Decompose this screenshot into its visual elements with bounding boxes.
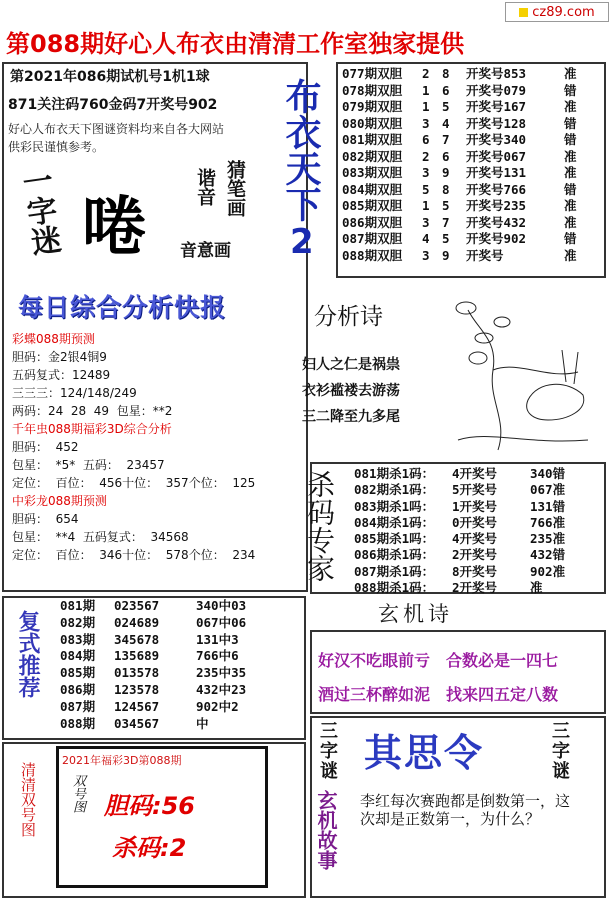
shuangdan-row-cell: 087期双胆 — [342, 231, 403, 246]
shuangdan-row-cell: 3 — [422, 165, 430, 180]
shuangdan-row-cell: 准 — [564, 214, 577, 230]
caidie-line: 五码复式：12489 — [12, 368, 111, 382]
shuangdan-row-cell: 6 — [442, 148, 450, 164]
shuangdan-row-cell: 085期双胆 — [342, 198, 403, 213]
intro-line-3: 好心人布衣天下图谜资料均来自各大网站 — [8, 122, 225, 136]
fushi-row-cell: 124567 — [114, 698, 160, 714]
intro-line-2: 871关注码760金码7开奖号902 — [8, 97, 218, 113]
shama-row-cell: 087期杀1码： — [354, 563, 435, 579]
fushi-row-cell: 083期 — [60, 631, 96, 647]
fushi-row-cell: 766中6 — [196, 648, 239, 664]
rabbit-ears — [562, 350, 578, 384]
fushi-row-cell: 902中2 — [196, 698, 239, 714]
caidie-line: 两码：24 28 49 包星：**2 — [12, 404, 173, 418]
shuangdan-row-cell: 开奖号432 — [466, 214, 527, 230]
shuangdan-row-cell: 082期双胆 — [342, 148, 403, 164]
shuangdan-row-cell: 2 — [422, 66, 430, 81]
shama-row-cell: 766准 — [530, 514, 566, 530]
shama-row-cell: 准 — [530, 580, 543, 596]
shuangdan-row-cell: 5 — [442, 198, 450, 213]
flower-shape — [475, 333, 493, 343]
fushi-row — [60, 648, 282, 665]
stem-line — [468, 310, 501, 450]
shama-row — [354, 499, 590, 515]
shuangdan-row-cell: 错 — [564, 231, 577, 246]
shuangdan-row-cell: 准 — [564, 99, 577, 114]
fushi-row-cell: 023567 — [114, 598, 160, 613]
shama-row-cell: 083期杀1吗： — [354, 498, 435, 514]
page-title: 第088期好心人布衣由清清工作室独家提供 — [6, 30, 465, 58]
fushi-row — [60, 632, 282, 649]
shama-row — [354, 466, 590, 482]
zcl-line: 胆码： 654 — [12, 512, 79, 526]
fushi-row-cell: 432中23 — [196, 681, 247, 697]
shama-row-cell: 131错 — [530, 498, 566, 514]
shama-row-cell: 088期杀1码： — [354, 580, 435, 596]
shama-row-cell: 0开奖号 — [452, 514, 498, 530]
riddle-big-char: 啳 — [82, 190, 146, 265]
shama-row-cell: 082期杀1码： — [354, 482, 435, 498]
shuangdan-row — [342, 116, 588, 133]
sizi-left: 三字谜 — [320, 721, 338, 782]
fushi-row — [60, 682, 282, 699]
caidie-line: 胆码：金2银4铜9 — [12, 350, 107, 364]
shuangdan-row-cell: 开奖号902 — [466, 231, 527, 246]
fushi-row — [60, 598, 282, 615]
yizimi-label: 一字迷 — [14, 163, 63, 258]
rabbit-body — [527, 384, 584, 420]
fushi-row-cell: 013578 — [114, 665, 160, 681]
fushi-label: 复式推荐 — [15, 610, 40, 698]
shuangdan-row-cell: 1 — [422, 198, 430, 213]
sizi-center: 其思令 — [364, 731, 485, 775]
shuangdan-row-cell: 开奖号766 — [466, 181, 527, 197]
shuangdan-row-cell: 079期双胆 — [342, 99, 403, 114]
shuangdan-row-cell: 准 — [564, 247, 577, 263]
shuangdan-row-cell: 086期双胆 — [342, 214, 403, 230]
shuangdan-row-cell: 开奖号131 — [466, 165, 527, 180]
predictions-block — [12, 330, 302, 564]
fushi-row-cell: 123578 — [114, 681, 160, 697]
shuanghao-side: 双号图 — [70, 774, 85, 813]
shama-row-cell: 340错 — [530, 466, 566, 481]
shama-row-cell: 2开奖号 — [452, 580, 498, 596]
fushi-row — [60, 699, 282, 716]
fushi-row — [60, 716, 282, 733]
story-text: 李红每次赛跑都是倒数第一，这次却是正数第一，为什么？ — [360, 792, 571, 828]
shuangdan-row — [342, 248, 588, 265]
intro-line-4: 供彩民谨慎参考。 — [8, 140, 105, 154]
qnc-line: 胆码： 452 — [12, 440, 79, 454]
shuangdan-row-cell: 1 — [422, 82, 430, 98]
shuangdan-row — [342, 198, 588, 215]
shuangdan-row-cell: 5 — [422, 181, 430, 197]
shama-row-cell: 902准 — [530, 563, 566, 579]
shuangdan-row-cell: 7 — [442, 214, 450, 230]
shuangdan-row-cell: 3 — [422, 115, 430, 131]
shama-row — [354, 515, 590, 531]
fushi-row-cell: 024689 — [114, 614, 160, 630]
shuangdan-row-cell: 084期双胆 — [342, 181, 403, 197]
daily-report-header: 每日综合分析快报 — [18, 293, 227, 322]
fushi-row — [60, 665, 282, 682]
shama-row — [354, 547, 590, 563]
fushi-row-cell: 086期 — [60, 681, 96, 697]
fushi-row-cell: 085期 — [60, 665, 96, 681]
fushi-table — [60, 598, 282, 732]
shuangdan-row-cell: 准 — [564, 198, 577, 213]
qnc-line: 定位： 百位： 456十位： 357个位： 125 — [12, 476, 256, 490]
zcl-line: 定位： 百位： 346十位： 578个位： 234 — [12, 548, 256, 562]
qnc-line: 包星： *5* 五码： 23457 — [12, 458, 165, 472]
shuangdan-row-cell: 准 — [564, 66, 577, 81]
shuangdan-row-cell: 3 — [422, 214, 430, 230]
shama-row — [354, 531, 590, 547]
riddle-hint-3: 音意画 — [180, 241, 231, 261]
xuanji-header: 玄机诗 — [378, 602, 453, 626]
shuangdan-row-cell: 8 — [442, 66, 450, 81]
shama-row-cell: 8开奖号 — [452, 563, 498, 579]
shuangdan-row-cell: 4 — [442, 115, 450, 131]
shuangdan-row-cell: 开奖号128 — [466, 115, 527, 131]
shuangdan-row — [342, 83, 588, 100]
shuangdan-table — [342, 66, 588, 264]
shuangdan-row-cell: 6 — [442, 82, 450, 98]
shama-row — [354, 482, 590, 498]
shuangdan-row-cell: 081期双胆 — [342, 132, 403, 147]
poem-line: 三二降至九多尾 — [302, 409, 400, 425]
shuangdan-row-cell: 错 — [564, 115, 577, 131]
shuangdan-row-cell: 8 — [442, 181, 450, 197]
shama-row — [354, 564, 590, 580]
shama-row-cell: 067准 — [530, 482, 566, 498]
sizi-right: 三字谜 — [552, 721, 570, 782]
fushi-row-cell: 088期 — [60, 715, 96, 731]
shama-row-cell: 081期杀1码： — [354, 466, 435, 481]
fushi-row-cell: 081期 — [60, 598, 96, 613]
caidie-line: 三三三：124/148/249 — [12, 386, 137, 400]
zcl-title: 中彩龙088期预测 — [12, 494, 107, 508]
shuangdan-row — [342, 182, 588, 199]
flower-shape — [456, 302, 476, 314]
brand-number: 2 — [290, 222, 314, 262]
shuangdan-row — [342, 215, 588, 232]
shuangdan-row-cell: 开奖号167 — [466, 99, 527, 114]
shuangdan-row-cell: 2 — [422, 148, 430, 164]
shuangdan-row-cell: 6 — [422, 132, 430, 147]
story-label: 玄机故事 — [314, 790, 338, 870]
fushi-row-cell: 034567 — [114, 715, 160, 731]
fushi-row-cell: 135689 — [114, 648, 160, 664]
shuangdan-row-cell: 开奖号235 — [466, 198, 527, 213]
shuanghao-dan: 胆码:56 — [104, 792, 195, 820]
fushi-row-cell: 345678 — [114, 631, 160, 647]
shama-row-cell: 086期杀1码： — [354, 547, 435, 563]
shuangdan-row-cell: 7 — [442, 132, 450, 147]
fushi-row-cell: 131中3 — [196, 631, 239, 647]
shuangdan-row-cell: 准 — [564, 165, 577, 180]
watermark-text: cz89.com — [532, 4, 595, 20]
shuangdan-row-cell: 5 — [442, 99, 450, 114]
shuangdan-row — [342, 165, 588, 182]
xuanji-line-2: 酒过三杯醉如泥 找来四五定八数 — [318, 685, 559, 704]
zcl-line: 包星： **4 五码复式： 34568 — [12, 530, 189, 544]
shuangdan-row-cell: 错 — [564, 82, 577, 98]
shuangdan-row-cell: 1 — [422, 99, 430, 114]
shuangdan-row-cell: 077期双胆 — [342, 66, 403, 81]
fushi-row-cell: 235中35 — [196, 665, 247, 681]
brand-vertical: 布衣天下 — [280, 78, 321, 222]
fushi-row-cell: 067中06 — [196, 614, 247, 630]
shama-row-cell: 4开奖号 — [452, 531, 498, 547]
shama-row-cell: 235准 — [530, 531, 566, 547]
poem-line: 衣衫褴褛去游荡 — [302, 383, 400, 399]
shuangdan-row-cell: 开奖号340 — [466, 132, 527, 147]
shuangdan-row-cell: 4 — [422, 231, 430, 246]
shuangdan-row-cell: 准 — [564, 148, 577, 164]
shama-row-cell: 2开奖号 — [452, 547, 498, 563]
shuanghao-box-title: 2021年福彩3D第088期 — [62, 754, 182, 767]
xuanji-line-1: 好汉不吃眼前亏 合数必是一四七 — [318, 651, 559, 670]
shuangdan-row — [342, 132, 588, 149]
flower-shape — [494, 317, 510, 327]
shuangdan-row-cell: 错 — [564, 181, 577, 197]
shuangdan-row — [342, 231, 588, 248]
shuangdan-row-cell: 078期双胆 — [342, 82, 403, 98]
shuanghao-sha: 杀码:2 — [112, 834, 187, 862]
flower-shape — [469, 352, 487, 364]
fushi-row-cell: 340中03 — [196, 598, 247, 613]
shuangdan-row-cell: 5 — [442, 231, 450, 246]
shuangdan-row-cell: 开奖号067 — [466, 148, 527, 164]
shuangdan-row-cell: 088期双胆 — [342, 247, 403, 263]
shuangdan-row — [342, 99, 588, 116]
shama-row-cell: 5开奖号 — [452, 482, 498, 498]
shuangdan-row-cell: 开奖号 — [466, 247, 504, 263]
ground-line — [458, 436, 588, 441]
watermark-badge — [505, 2, 609, 22]
shuangdan-row-cell: 开奖号079 — [466, 82, 527, 98]
shuangdan-row-cell: 错 — [564, 132, 577, 147]
fushi-row — [60, 615, 282, 632]
shama-label: 杀码专家 — [303, 470, 336, 582]
shuangdan-row-cell: 9 — [442, 165, 450, 180]
poem-lines — [302, 352, 400, 430]
shama-row-cell: 4开奖号 — [452, 466, 498, 481]
shuanghao-label: 清清双号图 — [19, 762, 37, 837]
shama-table — [354, 466, 590, 596]
shuangdan-row-cell: 9 — [442, 247, 450, 263]
fushi-row-cell: 082期 — [60, 614, 96, 630]
riddle-hint-2: 猜笔画 — [224, 160, 246, 217]
fushi-row-cell: 087期 — [60, 698, 96, 714]
shuangdan-row — [342, 149, 588, 166]
shama-row-cell: 085期杀1吗： — [354, 531, 435, 547]
poem-header: 分析诗 — [314, 304, 383, 330]
intro-line-1: 第2021年086期试机号1机1球 — [10, 69, 210, 85]
square-icon — [519, 8, 528, 17]
riddle-hint-1: 谐音 — [194, 168, 216, 206]
shuangdan-row-cell: 3 — [422, 247, 430, 263]
shama-row-cell: 432错 — [530, 547, 566, 563]
shuangdan-row — [342, 66, 588, 83]
shuangdan-row-cell: 083期双胆 — [342, 165, 403, 180]
shama-row-cell: 084期杀1码： — [354, 514, 435, 530]
caidie-title: 彩蝶088期预测 — [12, 332, 95, 346]
shuangdan-row-cell: 开奖号853 — [466, 66, 527, 81]
shama-row — [354, 580, 590, 596]
sketch-illustration — [438, 280, 604, 460]
fushi-row-cell: 中 — [196, 715, 209, 731]
poem-line: 妇人之仁是祸祟 — [302, 357, 400, 373]
fushi-row-cell: 084期 — [60, 648, 96, 664]
shuangdan-row-cell: 080期双胆 — [342, 115, 403, 131]
shama-row-cell: 1开奖号 — [452, 498, 498, 514]
qnc-title: 千年虫088期福彩3D综合分析 — [12, 422, 172, 436]
